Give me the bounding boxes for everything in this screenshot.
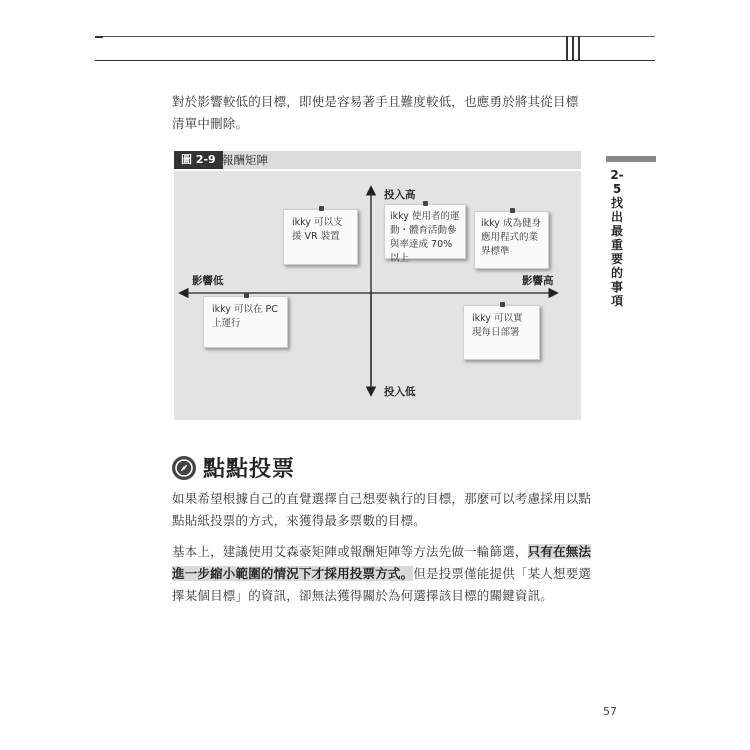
highlighted-text: 只有在無法進一步縮小範圍的情況下才採用投票方式。 [172, 544, 592, 581]
chapter-tab-bar [606, 156, 656, 162]
body-paragraph-1: 如果希望根據自己的直覺選擇自己想要執行的目標，那麼可以考慮採用以點點貼紙投票的方式，來獲得最多票數的目標。 [172, 491, 592, 528]
pin-icon [500, 302, 505, 307]
sticky-note [203, 296, 288, 348]
pin-icon [510, 208, 515, 213]
axis-label-left: 影響低 [192, 275, 224, 287]
sticky-note [283, 209, 358, 265]
header-rule-stub [95, 36, 103, 38]
chapter-tab-label: 2-5 找出最重要的事項 [610, 168, 624, 308]
body-paragraph-2 [172, 541, 592, 607]
axis-label-right: 影響高 [522, 275, 554, 287]
note-text: ikky 可以支援 VR 裝置 [292, 217, 343, 242]
pin-icon [423, 201, 428, 206]
sticky-note [384, 204, 466, 264]
header-rule-top [95, 36, 655, 37]
figure-title: 報酬矩陣 [222, 153, 268, 167]
header-bar-2 [572, 36, 574, 61]
paragraph-text: 但是投票僅能提供「某人想要選擇某個目標」的資訊，卻無法獲得關於為何選擇該目標的關鍵資訊。 [172, 566, 592, 603]
figure-header [174, 151, 581, 169]
section-title: 點點投票 [203, 457, 296, 482]
pin-icon [319, 206, 324, 211]
header-rule-bottom [95, 60, 655, 61]
pin-icon [244, 293, 249, 298]
header-bar-1 [566, 36, 568, 61]
page-number: 57 [603, 705, 617, 718]
payoff-matrix [174, 171, 581, 420]
sticky-note [463, 305, 540, 360]
compass-icon [172, 456, 196, 480]
figure-label: 圖 2-9 [174, 151, 223, 169]
sticky-note [474, 211, 549, 269]
note-text: ikky 成為健身應用程式的業界標準 [481, 218, 541, 257]
axis-label-top: 投入高 [384, 189, 416, 201]
header-bar-3 [578, 36, 580, 61]
intro-paragraph: 對於影響較低的目標，即使是容易著手且難度較低，也應勇於將其從目標清單中刪除。 [172, 94, 579, 131]
note-text: ikky 使用者的運動・體育活動參與率達成 70% 以上 [390, 211, 460, 264]
note-text: ikky 可以實現每日部署 [472, 313, 523, 338]
axis-label-bottom: 投入低 [384, 386, 416, 398]
paragraph-text: 基本上，建議使用艾森豪矩陣或報酬矩陣等方法先做一輪篩選， [172, 544, 528, 559]
note-text: ikky 可以在 PC 上運行 [212, 304, 278, 329]
